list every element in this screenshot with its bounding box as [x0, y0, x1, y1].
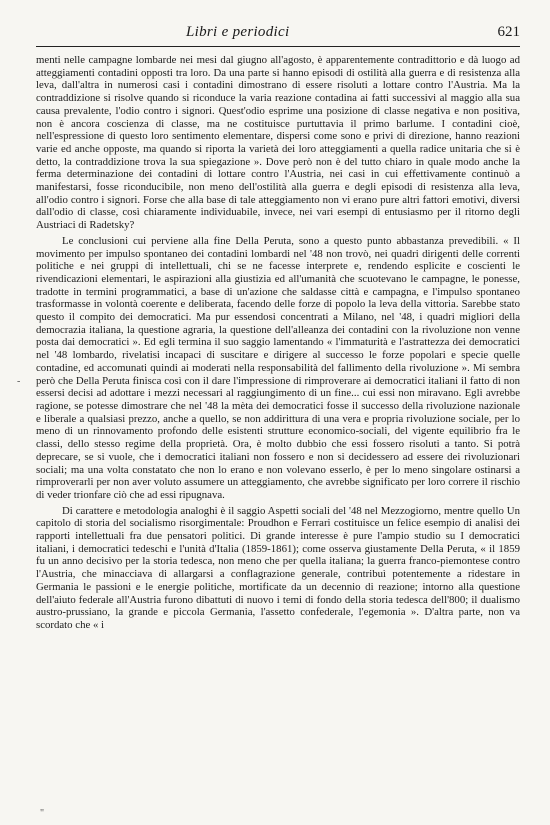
- paragraph-other-essays: Di carattere e metodologia analoghi è il saggio Aspetti sociali del '48 nel Mezzogiorno, mentre quello Un capitolo di storia del socialismo risorgimentale: Proudhon e Ferrari costituisce un felice esempio di analisi dei rapporti intellettuali fra due pensatori politici. Di grande interesse è pure l'ampio studio su I democratici italiani, i democratici tedeschi e l'unità d'Italia (1859-1861); come osserva giustamente Della Peruta, « il 1859 fu un anno decisivo per la storia tedesca, non meno che per quella italiana; la guerra franco-piemontese contro l'Austria, che minacciava di allargarsi a conflagrazione generale, contribuì potentemente a ridestare in Germania le passioni e le energie politiche, mortificate da un decennio di reazione; intorno alla questione dell'aiuto federale all'Austria furono dibattuti di nuovo i temi di fondo della storia tedesca dell'800; il dualismo austro-prussiano, la grande e piccola Germania, l'assetto confederale, l'egemonia ». D'altra parte, non va scordato che « i: [36, 504, 520, 631]
- page-header: [36, 20, 520, 40]
- body-text: [36, 54, 520, 632]
- margin-mark: -: [17, 376, 21, 387]
- paragraph-continued: menti nelle campagne lombarde nei mesi dal giugno all'agosto, è apparentemente contradittorio e dà luogo ad atteggiamenti contadini opposti tra loro. Da una parte si hanno episodi di ostilità alla guerra e di resistenza alla leva, dall'altra in numerosi casi i contadini dimostrano di essere risoluti a lottare contro l'Austria. Ma la contraddizione si risolve quando si riconduce la varia reazione contadina ai fatti successivi al maggio alla sua causa prevalente, l'odio contro i signori. Quest'odio esprime una posizione di classe negativa e non positiva, non è ancora coscienza di classe, ma ne costituisce purtuttavia il primo barlume. I contadini cioè, nell'espressione di questo loro sentimento elementare, dispersi come sono e privi di direzione, hanno reazioni varie ed anche opposte, ma quando si riporta la varietà dei loro atteggiamenti a quella radice unitaria che si è detto, la contraddizione trova la sua spiegazione ». Dove però non è del tutto chiaro in quale modo anche la ferma determinazione dei contadini di lottare contro l'Austria, nei casi in cui effettivamente continuò a manifestarsi, fosse riconducibile, non meno dell'ostilità alla guerra e degli episodi di resistenza alla leva, all'odio contro i signori. Forse che alla base di tale atteggiamento non vi erano pure altri fattori emotivi, diversi dall'odio di classe, così chiaramente individuabile, invece, nei vari esempi di entusiasmo per il ritorno degli Austriaci di Radetsky?: [36, 54, 520, 232]
- paragraph-conclusions: Le conclusioni cui perviene alla fine Della Peruta, sono a questo punto abbastanza prevedibili. « Il movimento per impulso spontaneo dei contadini lombardi nel '48 non trovò, nei quadri dirigenti delle correnti politiche e nei gruppi di intellettuali, chi se ne facesse interprete e, rendendo esplicite e coscienti le rivendicazioni elementari, le aspirazioni alla giustizia ed all'umanità che scuotevano le campagne, le ponesse, tradotte in termini programmatici, a base di un'azione che saldasse città e campagna, e l'impulso spontaneo trasformasse in volontà coerente e deliberata, facendo delle forze di popolo la leva della vittoria. Sarebbe stato questo il compito dei democratici. Ma pur essendosi concentrati a Milano, nel '48, i quadri migliori della democrazia italiana, la questione agraria, la questione dell'alleanza dei contadini con la rivoluzione non venne posta dai democratici ». Ed egli termina il suo saggio lamentando « l'immaturità e l'astrattezza dei democratici nel '48 lombardo, rivelatisi incapaci di suscitare e dirigere al successo le forze popolari e specie quelle contadine, ed accomunati quindi ai moderati nella responsabilità del fallimento della rivoluzione ». Mi sembra però che Della Peruta finisca così con il dare l'impressione di rimproverare ai democratici italiani il fatto di non essersi decisi ad adottare i mezzi necessari al raggiungimento di un fine... cui essi non miravano. Egli avrebbe ragione, se potesse dimostrare che nel '48 la mèta dei democratici fosse il successo della rivoluzione nazionale e liberale a qualsiasi prezzo, anche a quello, se non addirittura di una vera e propria rivoluzione sociale, per lo meno di un rinnovamento profondo delle esistenti strutture economico-sociali, del vigente equilibrio fra le classi, dello stesso regime della proprietà. Ora, è molto dubbio che essi fossero risoluti a tanto. Si potrà deprecare, se si vuole, che i democratici italiani non fossero e non si decidessero ad essere dei rivoluzionari sociali; ma una volta constatato che non lo erano e non volevano esserlo, è per lo meno singolare ostinarsi a rimproverarli per non aver voluto assumere un atteggiamento, che avrebbe significato per loro correre il rischio di veder trionfare ciò che ad essi ripugnava.: [36, 234, 520, 501]
- header-rule: [36, 46, 520, 47]
- page-number: 621: [497, 24, 520, 40]
- running-title: Libri e periodici: [186, 24, 290, 40]
- corner-mark: ": [40, 808, 45, 819]
